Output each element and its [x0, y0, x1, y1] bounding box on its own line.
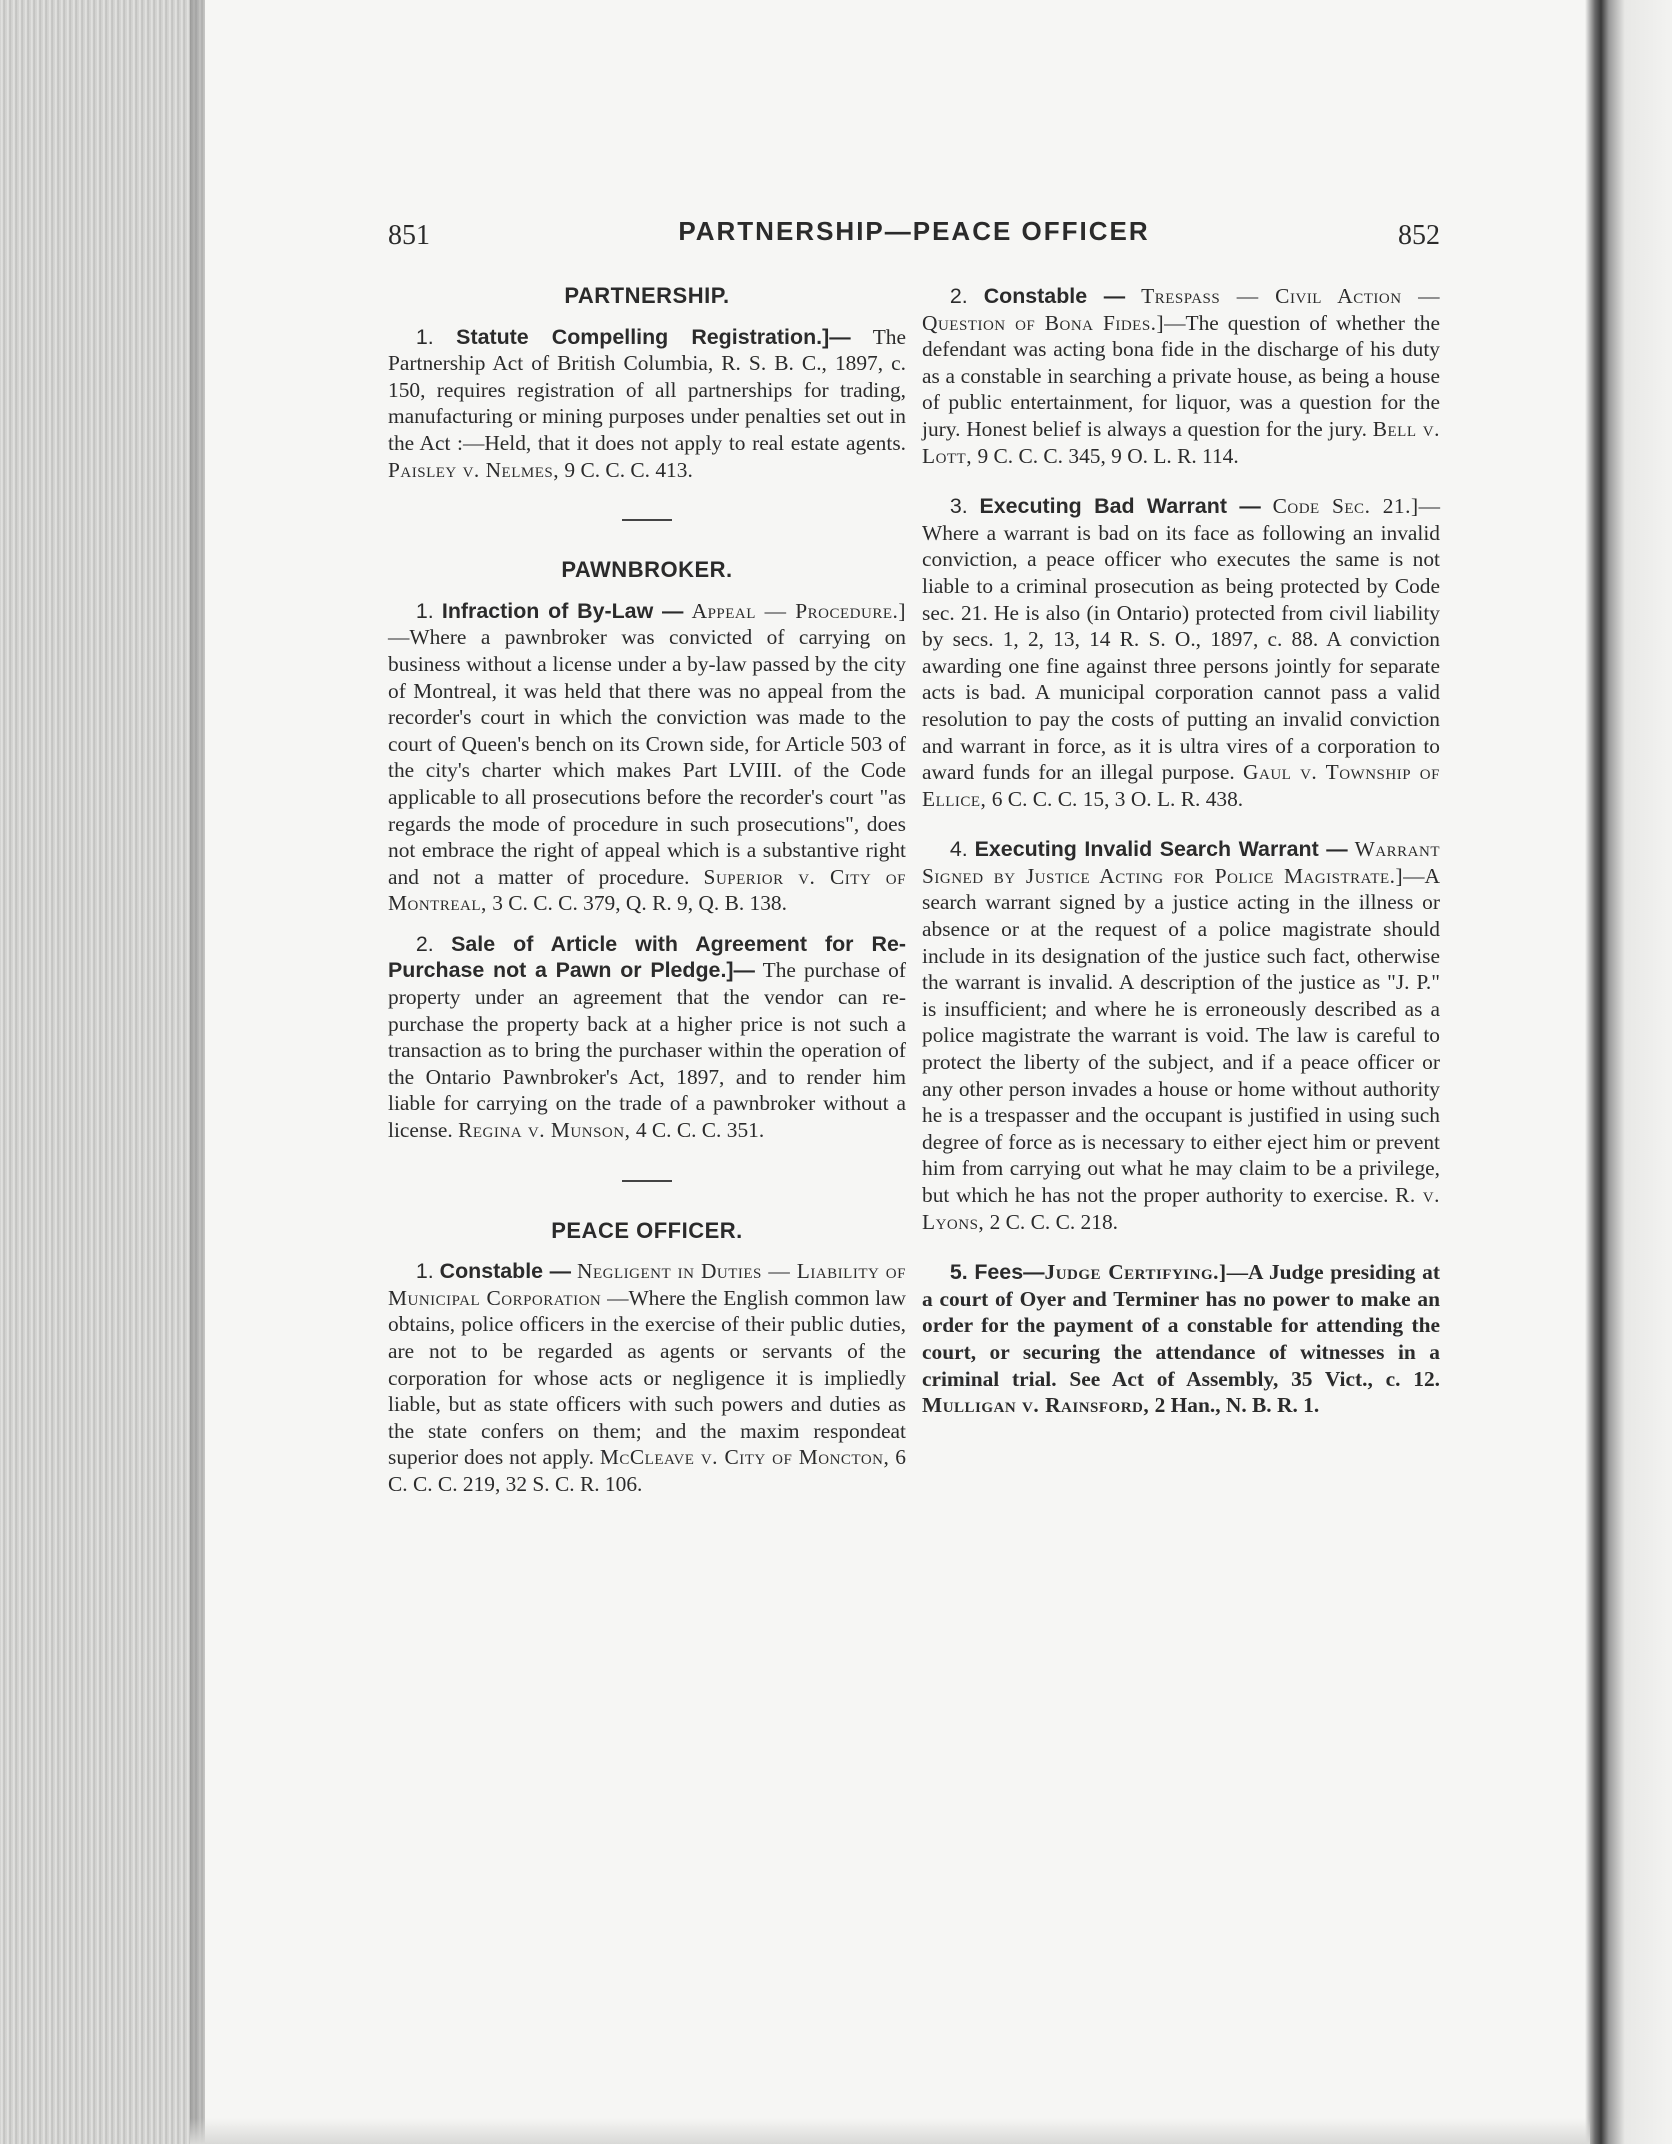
left-page-number: 851	[388, 220, 430, 251]
left-column	[388, 283, 906, 1512]
entry-citation-report: 9 C. C. C. 345, 9 O. L. R. 114.	[977, 443, 1239, 468]
running-head	[388, 216, 1440, 256]
entry-citation-case: Gaul v. Township of Ellice,	[922, 760, 1440, 811]
entry-number: 2.	[949, 284, 968, 308]
entry-pawnbroker-1	[388, 598, 906, 917]
entry-citation-report: 2 Han., N. B. R. 1.	[1154, 1393, 1320, 1418]
entry-body: The purchase of property under an agreement that the vendor can re-purchase the property back at a higher price is not such a transaction as to bring the purchaser within the operation of the Ontario Pawnbroker's Act, 1897, and to render him liable for carrying on the trade of a pawnbroker without a license.	[388, 958, 906, 1143]
right-column	[922, 283, 1440, 1433]
entry-citation-report: 3 C. C. C. 379, Q. R. 9, Q. B. 138.	[492, 891, 787, 916]
entry-heading: Statute Compelling Registration.]—	[456, 324, 851, 349]
entry-citation-case: Superior v. City of Montreal,	[388, 864, 906, 916]
entry-pawnbroker-2	[388, 931, 906, 1144]
book-gutter	[1585, 0, 1672, 2144]
entry-body: —Where a pawnbroker was convicted of carrying on business without a license under a by-law passed by the city of Montreal, it was held that there was no appeal from the recorder's court in which the conviction was made to the court of Queen's bench on its Crown side, for Article 503 of the city's charter which makes Part LVIII. of the Code applicable to all prosecutions before the recorder's court "as regards the mode of procedure in such prosecutions", does not embrace the right of appeal which is a substantive right and not a matter of procedure.	[388, 625, 906, 889]
entry-citation-report: 6 C. C. C. 15, 3 O. L. R. 438.	[991, 786, 1244, 811]
entry-peace-officer-2	[922, 283, 1440, 469]
section-title-partnership: PARTNERSHIP.	[564, 283, 730, 308]
entry-number: 4.	[949, 837, 968, 862]
entry-partnership-1	[388, 324, 906, 484]
running-title: PARTNERSHIP—PEACE OFFICER	[678, 216, 1150, 246]
entry-number: 1.	[415, 1259, 434, 1284]
section-title-pawnbroker: PAWNBROKER.	[561, 557, 733, 583]
entry-citation-report: 2 C. C. C. 218.	[989, 1209, 1118, 1234]
book-page-edges	[0, 0, 205, 2144]
entry-heading: Constable —	[439, 1259, 572, 1284]
entry-citation-case: McCleave v. City of Moncton,	[599, 1445, 890, 1470]
entry-heading: Constable —	[983, 284, 1126, 308]
entry-number: 5.	[949, 1260, 968, 1285]
entry-number: 1.	[415, 324, 434, 349]
entry-peace-officer-1	[388, 1258, 906, 1497]
entry-citation-case: R. v. Lyons,	[922, 1183, 1440, 1234]
entry-citation-report: 9 C. C. C. 413.	[564, 457, 693, 482]
right-page-number: 852	[1398, 220, 1440, 251]
entry-heading: Executing Invalid Search Warrant —	[974, 837, 1348, 862]
entry-subheading: Code Sec. 21.]	[1272, 494, 1419, 519]
entry-body: —A search warrant signed by a justice acting in the illness or absence or at the request of a police magistrate should include in its designation of the justice such fact, otherwise the warrant is invalid. A description of the justice as "J. P." is insufficient; and where he is erroneously described as a police magistrate the warrant is void. The law is careful to protect the liberty of the subject, and if a peace officer or any other person invades a house or home without authority he is a trespasser and the occupant is justified in using such degree of force as is necessary to either eject him or prevent him from carrying out what he may claim to be a privilege, but which he has not the proper authority to exercise.	[922, 863, 1440, 1207]
entry-body: —Where the English common law obtains, police officers in the exercise of their public duties, are not to be regarded as agents or servants of the corporation for whose acts or negligence it is impliedly liable, but as state officers with such powers and duties as the state confers on them; and the maxim respondeat superior does not apply.	[388, 1285, 906, 1470]
entry-body: —The question of whether the defendant was acting bona fide in the discharge of his duty as a constable in searching a private house, as being a house of public entertainment, for liquor, was a question for the jury. Honest belief is always a question for the jury.	[922, 310, 1440, 441]
entry-citation-case: Regina v. Munson,	[458, 1118, 631, 1143]
entry-peace-officer-3	[922, 493, 1440, 812]
entry-subheading: Trespass — Civil Action — Question of Bona Fides.]	[922, 284, 1440, 335]
section-title-peace-officer: PEACE OFFICER.	[551, 1217, 743, 1243]
entry-body: —A Judge presiding at a court of Oyer and Terminer has no power to make an order for the payment of a constable for attending the court, or securing the attendance of witnesses in a criminal trial. See Act of Assembly, 35 Vict., c. 12.	[922, 1260, 1440, 1391]
section-divider	[622, 1180, 672, 1182]
entry-subheading: Appeal — Procedure.]	[691, 598, 906, 623]
entry-body: The Partnership Act of British Columbia, R. S. B. C., 1897, c. 150, requires registration of all partnerships for trading, manufacturing or mining purposes under penalties set out in the Act :—Held, that it does not apply to real estate agents.	[388, 324, 906, 455]
entry-citation-case: Bell v. Lott,	[922, 416, 1440, 468]
entry-citation-case: Mulligan v. Rainsford,	[922, 1393, 1150, 1418]
page-bottom-edge	[190, 2118, 1590, 2144]
entry-heading: Fees—	[974, 1260, 1045, 1285]
entry-heading: Infraction of By-Law —	[441, 598, 684, 623]
entry-citation-report: 4 C. C. C. 351.	[635, 1118, 765, 1143]
entry-number: 1.	[415, 598, 434, 623]
entry-body: —Where a warrant is bad on its face as following an invalid conviction, a peace officer who executes the same is not liable to a criminal prosecution as being protected by Code sec. 21. He is also (in Ontario) protected from civil liability by secs. 1, 2, 13, 14 R. S. O., 1897, c. 88. A conviction awarding one fine against three persons jointly for separate acts is bad. A municipal corporation cannot pass a valid resolution to pay the costs of putting an invalid conviction and warrant in force, as it is ultra vires of a corporation to award funds for an illegal purpose.	[922, 494, 1440, 785]
entry-peace-officer-5	[922, 1259, 1440, 1419]
entry-heading: Sale of Article with Agreement for Re-Purchase not a Pawn or Pledge.]—	[388, 931, 906, 983]
entry-number: 3.	[949, 494, 968, 519]
section-divider	[622, 519, 672, 521]
entry-citation-report: 6 C. C. C. 219, 32 S. C. R. 106.	[388, 1445, 906, 1496]
entry-peace-officer-4	[922, 836, 1440, 1235]
entry-subheading: Negligent in Duties — Liability of Municipal Corporation	[388, 1259, 906, 1310]
entry-subheading: Warrant Signed by Justice Acting for Police Magistrate.]	[922, 837, 1441, 888]
entry-citation-case: Paisley v. Nelmes,	[388, 457, 560, 482]
entry-subheading: Judge Certifying.]	[1044, 1260, 1227, 1285]
entry-heading: Executing Bad Warrant —	[979, 494, 1261, 519]
entry-number: 2.	[415, 931, 434, 956]
